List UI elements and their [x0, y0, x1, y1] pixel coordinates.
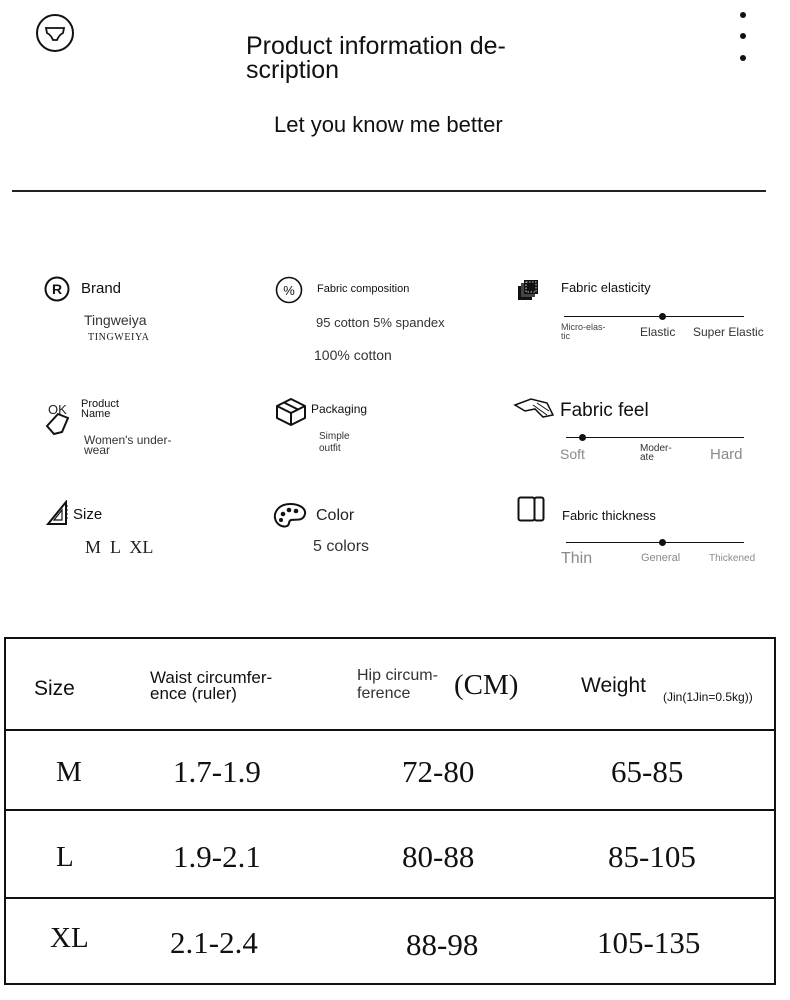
table-cell-weight: 105-135	[597, 925, 701, 960]
page-title: Product information de-scription	[246, 32, 506, 84]
header-size: Size	[34, 677, 75, 700]
box-icon	[274, 396, 308, 428]
header-waist: Waist circumfer-ence (ruler)	[150, 668, 273, 703]
registered-icon	[44, 276, 70, 302]
brand-value-caps: TINGWEIYA	[88, 332, 150, 343]
thickness-scale-marker	[659, 539, 666, 546]
table-cell-weight: 65-85	[611, 754, 684, 789]
size-label: Size	[73, 506, 103, 523]
header-divider	[12, 190, 766, 192]
size-value: M L XL	[85, 537, 154, 557]
page-subtitle: Let you know me better	[274, 112, 503, 137]
elasticity-scale-line	[564, 316, 744, 317]
color-label: Color	[316, 507, 355, 524]
thickness-scale-high: Thickened	[709, 553, 756, 564]
table-cell-size: M	[56, 756, 82, 788]
feather-hand-icon	[513, 395, 555, 421]
header-weight-unit: (Jin(1Jin=0.5kg))	[663, 690, 753, 704]
elasticity-scale-high: Super Elastic	[693, 325, 764, 339]
feel-scale-marker	[579, 434, 586, 441]
table-cell-weight: 85-105	[608, 839, 696, 874]
elasticity-scale-mid: Elastic	[640, 325, 676, 339]
ruler-triangle-icon	[46, 500, 70, 526]
product-name-label: Product Name	[81, 398, 119, 420]
header-hip-unit: (CM)	[454, 669, 519, 701]
brand-label: Brand	[81, 280, 122, 297]
fabric-composition-label: Fabric composition	[317, 283, 410, 295]
fabric-elasticity-label: Fabric elasticity	[561, 280, 651, 295]
table-cell-waist: 2.1-2.4	[170, 925, 258, 960]
percent-icon	[275, 276, 303, 304]
table-cell-waist: 1.9-2.1	[173, 839, 261, 874]
table-cell-hip: 80-88	[402, 839, 475, 874]
feel-scale-low: Soft	[560, 446, 585, 462]
thickness-scale-line	[566, 542, 744, 543]
color-value: 5 colors	[313, 538, 370, 555]
table-divider	[6, 809, 774, 811]
menu-dots-icon[interactable]	[736, 10, 750, 68]
elasticity-scale-marker	[659, 313, 666, 320]
brand-value: Tingweiya	[84, 312, 147, 328]
header-hip: Hip circum-ference	[357, 667, 438, 702]
feel-scale-mid: Moder-ate	[640, 443, 672, 463]
palette-icon	[273, 502, 307, 530]
underwear-logo-icon[interactable]	[36, 14, 74, 52]
feel-scale-high: Hard	[710, 446, 743, 463]
packaging-value: Simple outfit	[319, 431, 350, 454]
fabric-composition-value-1: 95 cotton 5% spandex	[316, 315, 445, 330]
ok-mark: OK	[48, 402, 67, 417]
thickness-scale-low: Thin	[561, 550, 593, 567]
elasticity-scale-low: Micro-elas-tic	[561, 322, 606, 341]
table-cell-waist: 1.7-1.9	[173, 754, 261, 789]
header-weight: Weight	[581, 674, 646, 697]
table-cell-size: L	[56, 841, 74, 873]
thickness-scale-mid: General	[641, 552, 681, 564]
size-table	[4, 637, 776, 985]
fabric-stack-icon	[516, 278, 540, 302]
svg-text:R: R	[51, 281, 63, 297]
table-divider	[6, 897, 774, 899]
svg-text:%: %	[283, 283, 295, 298]
table-cell-hip: 72-80	[402, 754, 475, 789]
product-name-value: Women's under-wear	[84, 433, 172, 457]
fabric-thickness-label: Fabric thickness	[562, 508, 656, 523]
feel-scale-line	[566, 437, 744, 438]
fabric-feel-label: Fabric feel	[560, 400, 649, 421]
table-divider	[6, 729, 774, 731]
table-cell-size: XL	[50, 922, 89, 954]
table-cell-hip: 88-98	[406, 927, 479, 962]
thickness-icon	[517, 496, 545, 524]
packaging-label: Packaging	[311, 402, 368, 416]
fabric-composition-value-2: 100% cotton	[314, 347, 392, 363]
